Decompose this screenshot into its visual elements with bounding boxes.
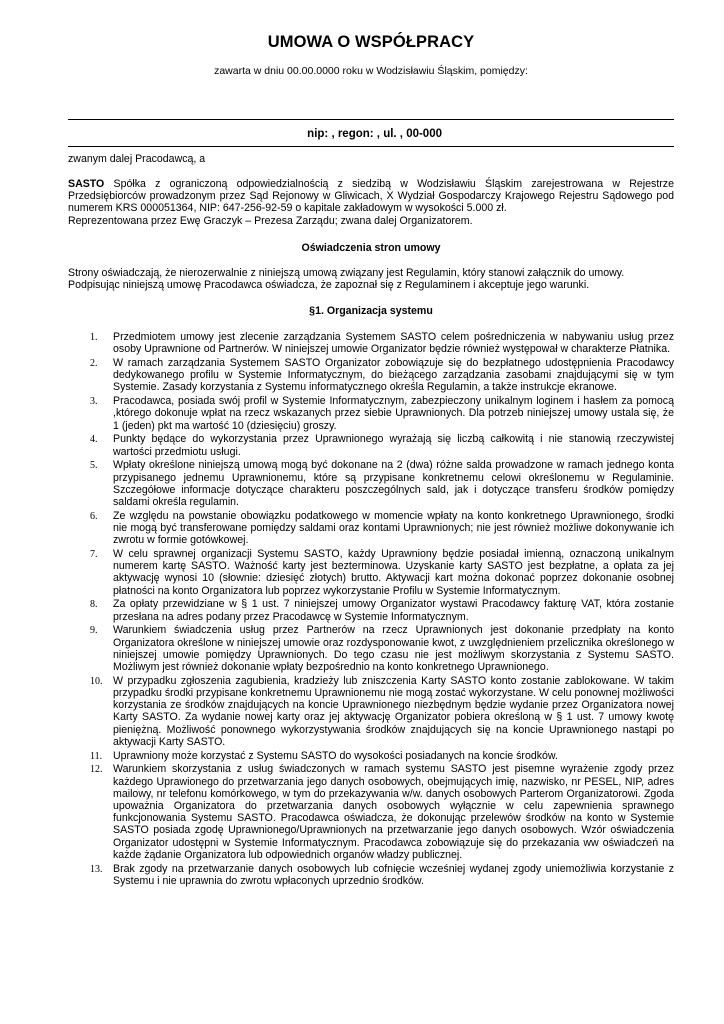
declarations-heading: Oświadczenia stron umowy [301,242,441,254]
list-item [68,357,674,394]
list-item-text: Punkty będące do wykorzystania przez Uprawnionego wyrażają się liczbą całkowitą i nie stanowią rzeczywistej wartości przedmiotu usługi. [113,433,674,458]
list-item-number: 11. [90,750,103,762]
list-item [68,763,674,861]
employer-line: zwanym dalej Pracodawcą, a [68,153,206,165]
sasto-name: SASTO [68,178,105,190]
list-item [68,548,674,597]
divider-top [68,119,674,120]
section1-heading: §1. Organizacja systemu [309,305,433,317]
list-item-number: 6. [90,510,98,522]
list-item-text: W przypadku zgłoszenia zagubienia, kradzieży lub zniszczenia Karty SASTO konto zostanie zablokowane. W takim przypadku środki przypisane konkretnemu Uprawnionemu nie mogą zostać wykorzystane. W celu ponownej możliwości korzystania ze środków znajdujących na koncie Uprawnionego niezbędnym będzie wydanie przez Organizatora nowej Karty SASTO. Za wydanie nowej karty oraz jej aktywację Organizator pobiera określoną w § 1 ust. 7 umowy kwotę pieniężną. Możliwość ponownego wykorzystywania środków znajdujących się na koncie Uprawnionego nastąpi po aktywacji Karty SASTO. [113,674,674,748]
list-item-text: Pracodawca, posiada swój profil w Systemie Informatycznym, zabezpieczony unikalnym loginem i hasłem za pomocą ,którego dokonuje wpłat na rzecz wskazanych przez siebie Uprawnionych. Dla potrzeb niniejszej umowy ustala się, że 1 (jeden) pkt ma wartość 10 (dziesięciu) groszy. [113,395,674,432]
list-item-text: Warunkiem świadczenia usług przez Partnerów na rzecz Uprawnionych jest dokonanie przedpłaty na konto Organizatora określone w niniejszej umowie oraz rozdysponowanie kwot, z uwzględnieniem przelicznika określonego w niniejszej umowie pomiędzy Uprawnionych. Do tego czasu nie jest możliwym skorzystania z Systemu SASTO. Możliwym jest również dokonanie wpłaty bezpośrednio na konto konkretnego Uprawnionego. [113,624,674,674]
list-item-number: 1. [90,332,98,343]
sasto-representation: Reprezentowana przez Ewę Graczyk – Prezesa Zarządu; zwana dalej Organizatorem. [68,214,473,227]
list-item [68,598,674,622]
list-item-number: 3. [90,396,98,408]
list-item-text: Ze względu na powstanie obowiązku podatkowego w momencie wpłaty na konto konkretnego Uprawnionego, środki nie mogą być transferowane pomiędzy saldami oraz kontami Uprawnionych; nie jest również możliwe dokonywanie ich zwrotu w formie gotówkowej. [113,509,674,547]
document-title: UMOWA O WSPÓŁPRACY [267,33,475,51]
list-item-text: W celu sprawnej organizacji Systemu SASTO, każdy Uprawniony będzie posiadał imienną, oznaczoną unikalnym numerem kartę SASTO. Ważność karty jest bezterminowa. Uzyskanie karty SASTO jest bezpłatne, a opłata za jej aktywację wynosi 10 (słownie: dziesięć złotych) brutto. Aktywacji kart można dokonać poprzez dokonanie osobnej płatności na konto Organizatora lub poprzez wykorzystanie Profilu w Systemie Informatycznym. [113,548,674,597]
list-item [68,459,674,508]
list-item-number: 2. [90,358,98,369]
list-item-text: Brak zgody na przetwarzanie danych osobowych lub cofnięcie wcześniej wydanej zgody uniemożliwia korzystanie z Systemu i nie uprawnia do zwrotu wpłaconych uprzednio środków. [113,862,674,887]
list-item [68,675,674,748]
section1-list [68,331,674,889]
list-item-number: 12. [90,764,103,776]
document-subtitle: zawarta w dniu 00.00.0000 roku w Wodzisławiu Śląskim, pomiędzy: [214,65,528,77]
list-item-text: Za opłaty przewidziane w § 1 ust. 7 niniejszej umowy Organizator wystawi Pracodawcy fakturę VAT, która zostanie przesłana na adres podany przez Pracodawcę w Systemie Informatycznym. [113,598,674,623]
list-item-number: 10. [90,675,103,687]
list-item [68,750,674,762]
list-item-text: Wpłaty określone niniejszą umową mogą być dokonane na 2 (dwa) różne salda prowadzone w ramach jednego konta przypisanego jednemu Uprawnionemu, które są przypisane konkretnemu celowi określonemu w Regulaminie. Szczegółowe informacje dotyczące charakteru poszczególnych sald, jak i dotyczące transferu środków pomiędzy saldami określa regulamin. [113,459,674,509]
list-item-number: 5. [90,460,98,472]
list-item-number: 7. [90,549,98,561]
nip-regon-line: nip: , regon: , ul. , 00-000 [307,128,442,140]
list-item-text: W ramach zarządzania Systemem SASTO Organizator zobowiązuje się do bezpłatnego udostępnienia Pracodawcy dedykowanego profilu w Systemie Informatycznym, do bieżącego zarządzania zasobami znajdującymi się w tym Systemie. Zasady korzystania z Systemu informatycznego określa Regulamin, a także instrukcje ekranowe. [113,357,674,394]
list-item-text: Uprawniony może korzystać z Systemu SASTO do wysokości posiadanych na koncie środków. [113,749,558,762]
divider-bottom [68,146,674,147]
list-item [68,624,674,673]
list-item-text: Warunkiem skorzystania z usług świadczonych w ramach systemu SASTO jest pisemne wyrażenie zgody przez każdego Uprawionego do przetwarzania jego danych osobowych, obejmujących imię, nazwisko, nr PESEL, NIP, adres mailowy, nr telefonu komórkowego, w tym do przekazywania w/w. danych osobowych Parterom Organizatorowi. Zgoda upoważnia Organizatora do przetwarzania danych osobowych wyłącznie w celu zapewnienia sprawnego funkcjonowania Systemu SASTO. Pracodawca oświadcza, że dokonując przelewów środków na konto w Systemie SASTO posiada zgodę Uprawnionego/Uprawnionych na przetwarzanie jego danych osobowych. Wzór oświadczenia Organizator udostępni w Systemie Informatycznym. Pracodawca zobowiązuje się do przekazania ww oświadczeń na każde żądanie Organizatora lub odpowiednich organów władzy publicznej. [113,763,674,861]
declarations-text: Strony oświadczają, że nierozerwalnie z niniejszą umową związany jest Regulamin, który stanowi załącznik do umowy. Podpisując niniejszą umowę Pracodawca oświadcza, że zapoznał się z Regulaminem i akceptuje jego warunki. [68,267,625,292]
list-item [68,510,674,547]
list-item [68,433,674,457]
list-item-number: 9. [90,625,98,637]
list-item [68,395,674,432]
list-item-number: 8. [90,599,98,611]
list-item [68,331,674,355]
sasto-party [68,178,674,227]
list-item-number: 13. [90,863,103,875]
list-item-number: 4. [90,434,98,446]
list-item [68,863,674,887]
list-item-text: Przedmiotem umowy jest zlecenie zarządzania Systemem SASTO celem pośredniczenia w nabywaniu usług przez osoby Uprawnione od Partnerów. W niniejszej umowie Organizator będzie również występował w charakterze Płatnika. [113,331,674,356]
sasto-description: Spółka z ograniczoną odpowiedzialnością z siedzibą w Wodzisławiu Śląskim zarejestrowana w Rejestrze Przedsiębiorców prowadzonym przez Sąd Rejonowy w Gliwicach, X Wydział Gospodarczy Krajowego Rejestru Sądowego pod numerem KRS 000051364, NIP: 647-256-92-59 o kapitale zakładowym w wysokości 5.000 zł. [68,178,674,215]
